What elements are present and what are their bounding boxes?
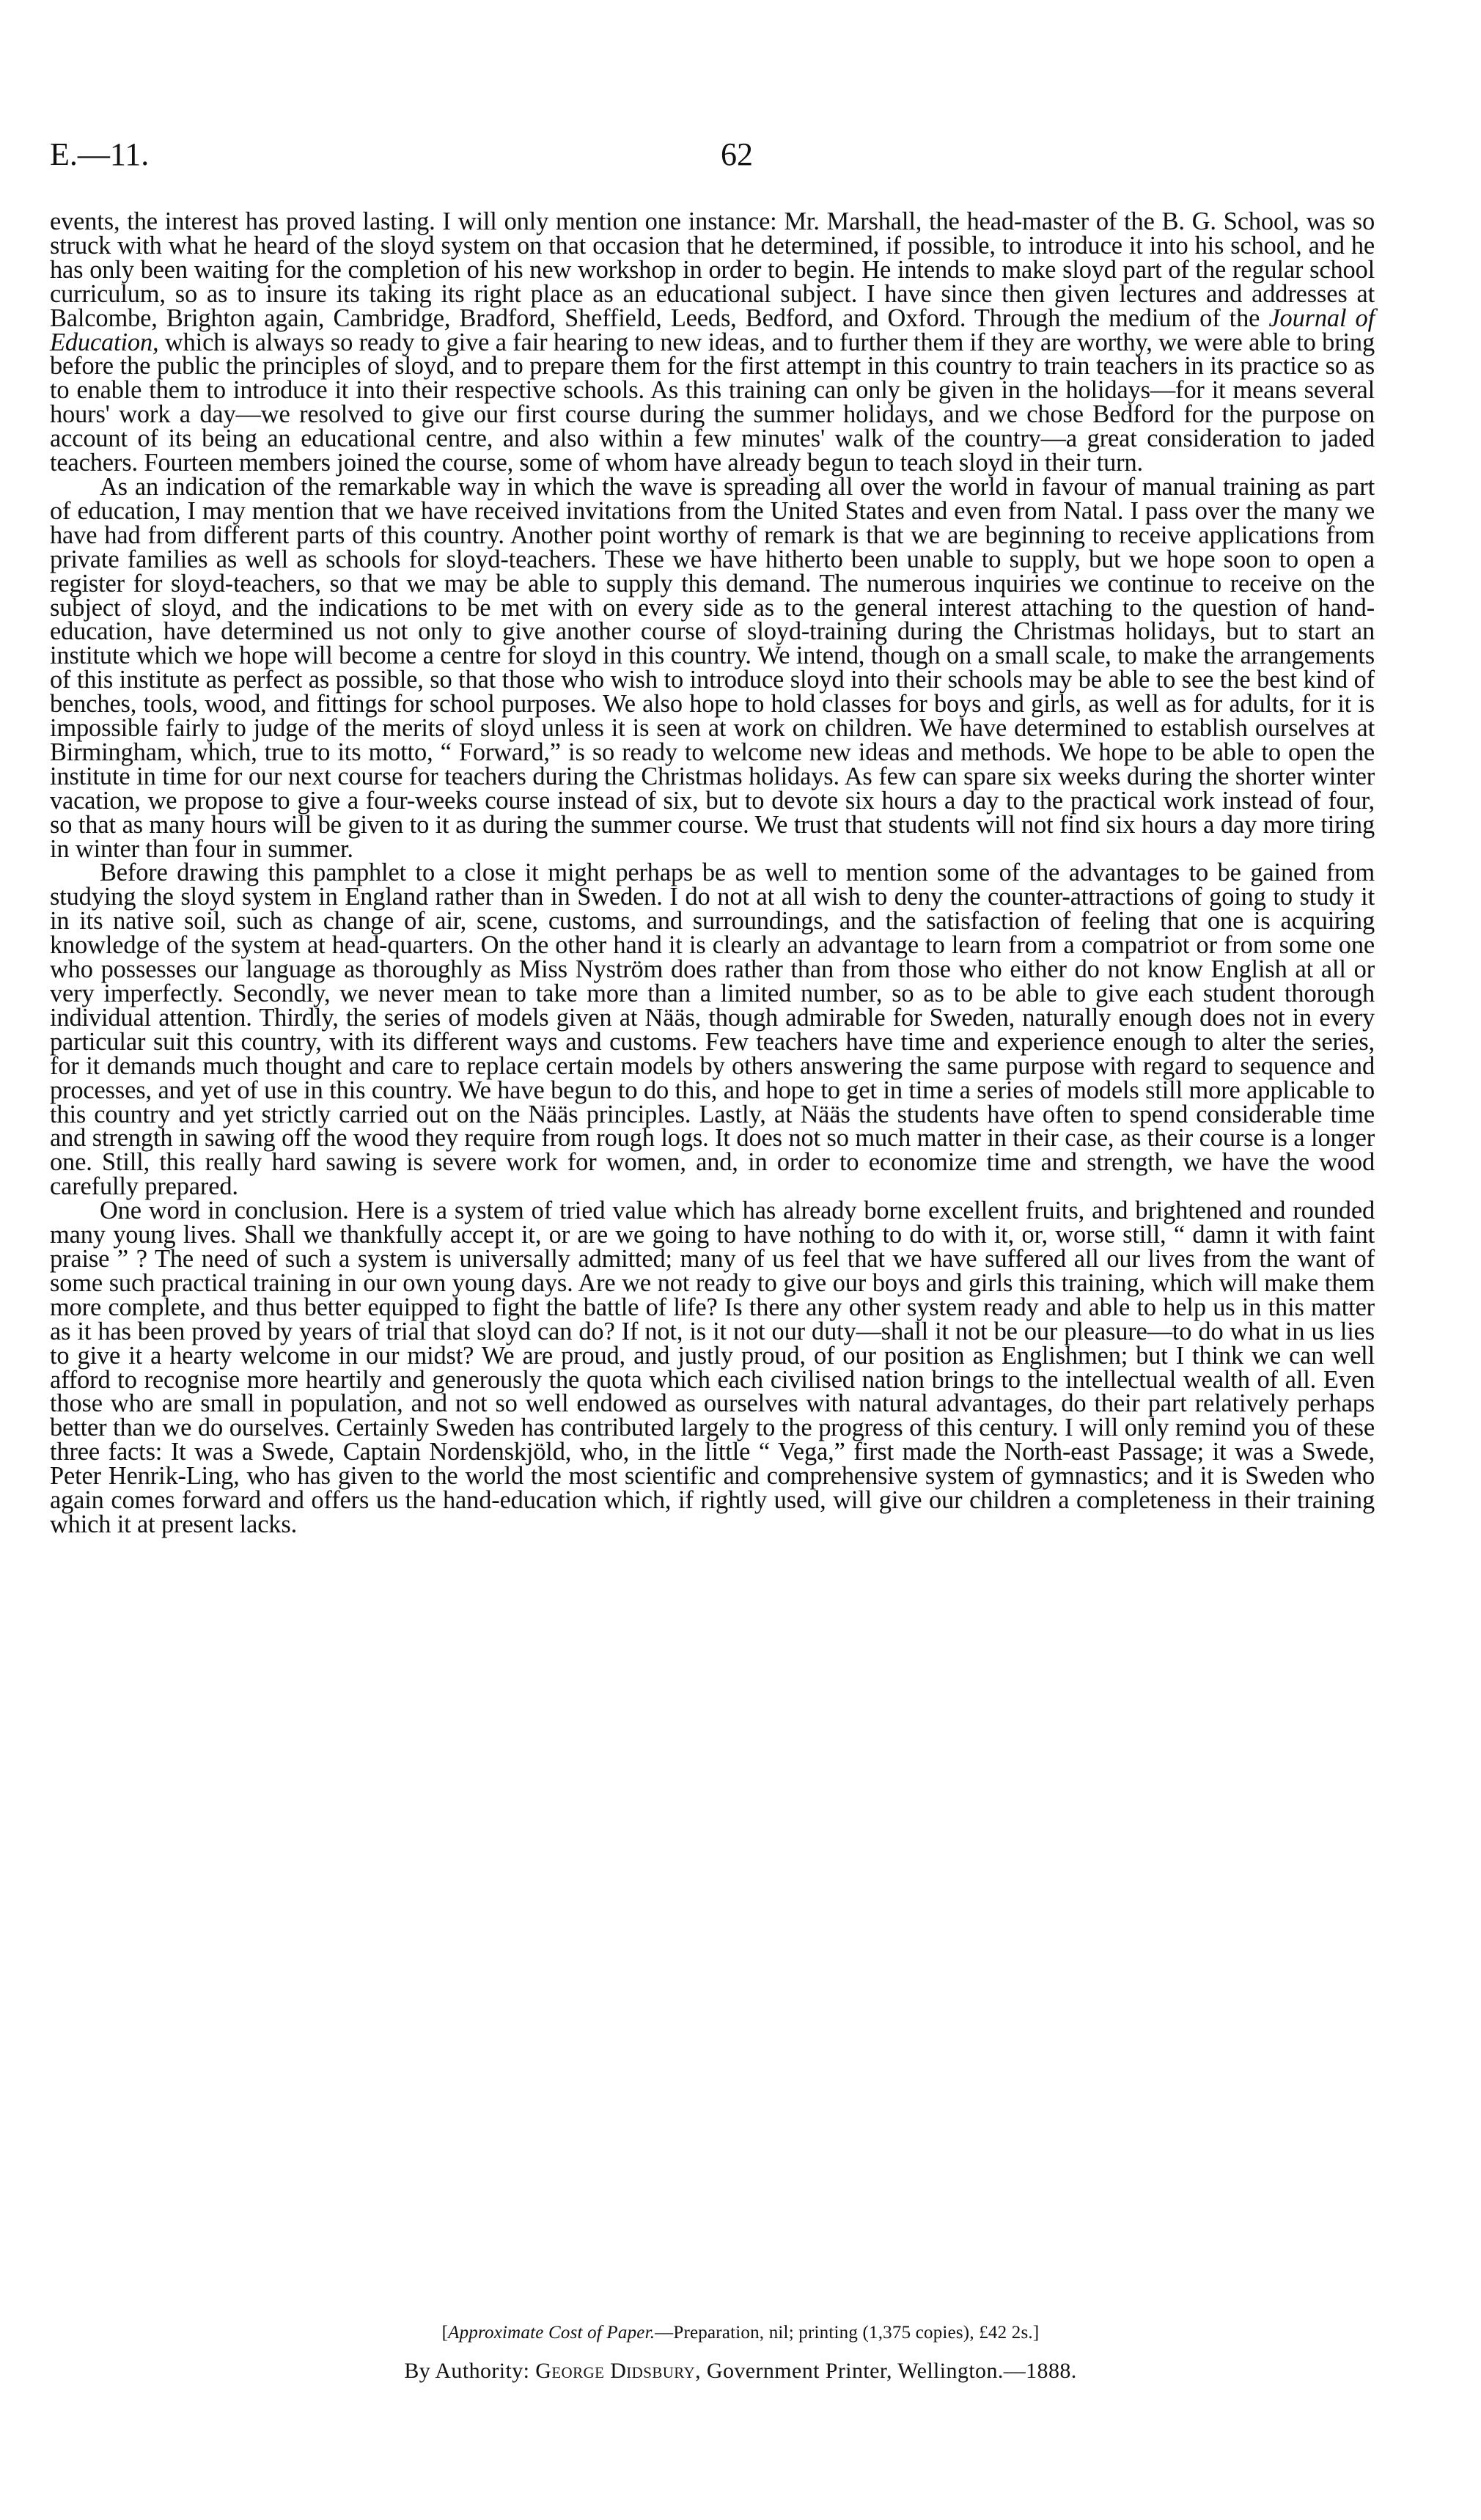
imprint [0, 2359, 1481, 2384]
document-reference: E.—11. [50, 136, 150, 172]
imprint-prefix: By Authority: [404, 2359, 536, 2383]
page-number: 62 [721, 136, 753, 172]
paragraph-3: Before drawing this pamphlet to a close it might perhaps be as well to mention some of the advantages to be gained from studying the sloyd system in England rather than in Sweden. I do not at all wish to deny the counter-attractions of going to study it in its native soil, such as change of air, scene, customs, and surroundings, and the satisfaction of feeling that one is acquiring knowledge of the system at head-quarters. On the other hand it is clearly an advantage to learn from a compatriot or from some one who possesses our language as thoroughly as Miss Nyström does rather than from those who either do not know English at all or very imperfectly. Secondly, we never mean to take more than a limited number, so as to be able to give each student thorough individual attention. Thirdly, the series of models given at Nääs, though admirable for Sweden, naturally enough does not in every particular suit this country, with its different ways and customs. Few teachers have time and experience enough to alter the series, for it demands much thought and care to replace certain models by others answering the same purpose with regard to sequence and processes, and yet of use in this country. We have begun to do this, and hope to get in time a series of models still more applicable to this country and yet strictly carried out on the Nääs principles. Lastly, at Nääs the students have often to spend considerable time and strength in sawing off the wood they require from rough logs. It does not so much matter in their case, as their course is a longer one. Still, this really hard sawing is severe work for women, and, in order to economize time and strength, we have the wood carefully prepared. [50, 859, 1375, 1201]
paragraph-4: One word in conclusion. Here is a system of tried value which has already borne excellent fruits, and brightened and rounded many young lives. Shall we thankfully accept it, or are we going to have nothing to do with it, or, worse still, “ damn it with faint praise ” ? The need of such a system is universally admitted; many of us feel that we have suffered all our lives from the want of some such practical training in our own young days. Are we not ready to give our boys and girls this training, which will make them more complete, and thus better equipped to fight the battle of life? Is there any other system ready and able to help us in this matter as it has been proved by years of trial that sloyd can do? If not, is it not our duty—shall it not be our pleasure—to do what in us lies to give it a hearty welcome in our midst? We are proud, and justly proud, of our position as Englishmen; but I think we can well afford to recognise more heartily and generously the quota which each civilised nation brings to the intellectual wealth of all. Even those who are small in population, and not so well endowed as ourselves with natural advantages, do their part relatively perhaps better than we do ourselves. Certainly Sweden has contributed largely to the progress of this century. I will only remind you of these three facts: It was a Swede, Captain Nordenskjöld, who, in the little “ Vega,” first made the North-east Passage; it was a Swede, Peter Henrik-Ling, who has given to the world the most scientific and comprehensive system of gymnastics; and it is Sweden who again comes forward and offers us the hand-education which, if rightly used, will give our children a completeness in their training which it at present lacks. [50, 1197, 1375, 1538]
paragraph-1 [50, 207, 1375, 477]
cost-note [0, 2323, 1481, 2343]
imprint-suffix: , Government Printer, Wellington.—1888. [695, 2359, 1077, 2383]
page-header [50, 136, 1370, 180]
paragraph-text-continued: which is always so ready to give a fair hearing to new ideas, and to further them if they are worthy, we were able to bring before the public the principles of sloyd, and to prepare them for the first attempt in this country to train teachers in its practice so as to enable them to introduce it into their respective schools. As this training can only be given in the holidays—for it means several hours' work a day—we resolved to give our first course during the summer holidays, and we chose Bedford for the purpose on account of its being an educational centre, and also within a few minutes' walk of the country—a great consideration to jaded teachers. Fourteen members joined the course, some of whom have already begun to teach sloyd in their turn. [50, 328, 1375, 477]
cost-note-label: Approximate Cost of Paper. [448, 2323, 655, 2343]
cost-note-details: —Preparation, nil; printing (1,375 copies), £42 2s.] [655, 2323, 1040, 2343]
paragraph-2: As an indication of the remarkable way in which the wave is spreading all over the world in favour of manual training as part of education, I may mention that we have received invitations from the United States and even from Natal. I pass over the many we have had from different parts of this country. Another point worthy of remark is that we are beginning to receive applications from private families as well as schools for sloyd-teachers. These we have hitherto been unable to supply, but we hope soon to open a register for sloyd-teachers, so that we may be able to supply this demand. The numerous inquiries we continue to receive on the subject of sloyd, and the indications to be met with on every side as to the general interest attaching to the question of hand-education, have determined us not only to give another course of sloyd-training during the Christmas holidays, but to start an institute which we hope will become a centre for sloyd in this country. We intend, though on a small scale, to make the arrangements of this institute as perfect as possible, so that those who wish to introduce sloyd into their schools may be able to see the best kind of benches, tools, wood, and fittings for school purposes. We also hope to hold classes for boys and girls, as well as for adults, for it is impossible fairly to judge of the merits of sloyd unless it is seen at work on children. We have determined to establish ourselves at Birmingham, which, true to its motto, “ Forward,” is so ready to welcome new ideas and methods. We hope to be able to open the institute in time for our next course for teachers during the Christmas holidays. As few can spare six weeks during the shorter winter vacation, we propose to give a four-weeks course instead of six, but to devote six hours a day to the practical work instead of four, so that as many hours will be given to it as during the summer course. We trust that students will not find six hours a day more tiring in winter than four in summer. [50, 472, 1375, 863]
journal-title: Journal of Education, [50, 304, 1375, 356]
paragraph-text: events, the interest has proved lasting. I will only mention one instance: Mr. Marshall, the head-master of the B. G. School, was so struck with what he heard of the sloyd system on that occasion that he determined, if possible, to introduce it into his school, and he has only been waiting for the completion of his new workshop in order to begin. He intends to make sloyd part of the regular school curriculum, so as to insure its taking its right place as an educational subject. I have since then given lectures and addresses at Balcombe, Brighton again, Cambridge, Bradford, Sheffield, Leeds, Bedford, and Oxford. Through the medium of the [50, 207, 1375, 332]
cost-note-bracket: [ [441, 2323, 449, 2343]
printer-name: George Didsbury [535, 2359, 696, 2383]
body-text [50, 207, 1375, 1538]
